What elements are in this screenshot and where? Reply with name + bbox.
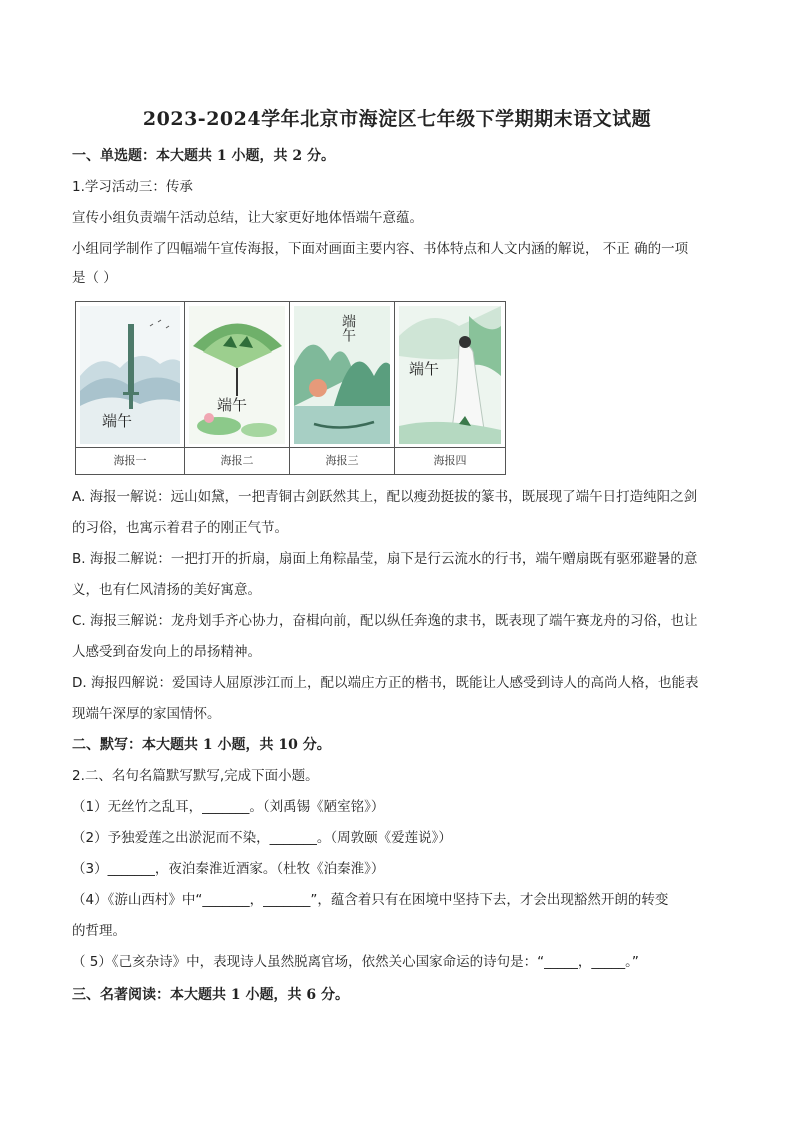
poster-3-image [294, 306, 390, 444]
section-heading-3: 三、名著阅读：本大题共 1 小题，共 6 分。 [72, 987, 349, 1003]
poster-4-caption: 海报四 [395, 447, 505, 474]
poster-cell-4 [395, 302, 505, 474]
option-d-line-1: D. 海报四解说：爱国诗人屈原涉江而上，配以端庄方正的楷书，既能让人感受到诗人的高尚人格，也能表 [72, 675, 699, 691]
section-heading-2: 二、默写：本大题共 1 小题，共 10 分。 [72, 737, 331, 753]
poster-1-art-text: 端午 [102, 412, 133, 430]
poster-cell-3 [290, 302, 395, 474]
question-2-item-2: （2）予独爱莲之出淤泥而不染，_______。（周敦颐《爱莲说》） [72, 830, 452, 846]
poster-table [75, 301, 506, 475]
question-2-item-4-line-2: 的哲理。 [72, 923, 126, 939]
page-title: 2023-2024学年北京市海淀区七年级下学期期末语文试题 [142, 108, 652, 130]
question-2-item-3: （3）_______，夜泊秦淮近酒家。（杜牧《泊秦淮》） [72, 861, 385, 877]
poster-3-art-text: 端午 [340, 314, 356, 342]
question-1-stem-end: 是（ ） [72, 270, 117, 286]
poster-2-image [189, 306, 285, 444]
poster-1-image [80, 306, 180, 444]
option-b-line-2: 义，也有仁风清扬的美好寓意。 [72, 582, 261, 598]
poster-4-image [399, 306, 501, 444]
poster-4-art-text: 端午 [409, 360, 440, 378]
option-b-line-1: B. 海报二解说：一把打开的折扇，扇面上角粽晶莹，扇下是行云流水的行书，端午赠扇既有驱邪避暑的意 [72, 551, 698, 567]
question-1-title: 1.学习活动三：传承 [72, 179, 193, 195]
question-1-stem: 小组同学制作了四幅端午宣传海报，下面对画面主要内容、书体特点和人文内涵的解说， 不正 确的一项 [72, 241, 689, 257]
poster-cell-2 [185, 302, 290, 474]
question-2-item-4-line-1: （4）《游山西村》中“_______，_______”，蕴含着只有在困境中坚持下去，才会出现豁然开朗的转变 [72, 892, 669, 908]
option-c-line-2: 人感受到奋发向上的昂扬精神。 [72, 644, 261, 660]
question-2-title: 2.二、名句名篇默写默写,完成下面小题。 [72, 768, 319, 784]
poster-2-caption: 海报二 [185, 447, 289, 474]
option-d-line-2: 现端午深厚的家国情怀。 [72, 706, 221, 722]
question-1-context: 宣传小组负责端午活动总结，让大家更好地体悟端午意蕴。 [72, 210, 423, 226]
question-2-item-5: （ 5）《己亥杂诗》中，表现诗人虽然脱离官场，依然关心国家命运的诗句是：“_____，_____。” [72, 954, 639, 970]
section-heading-1: 一、单选题：本大题共 1 小题，共 2 分。 [72, 148, 335, 164]
poster-2-art-text: 端午 [217, 396, 248, 414]
option-a-line-1: A. 海报一解说：远山如黛，一把青铜古剑跃然其上，配以瘦劲挺拔的篆书，既展现了端午日打造纯阳之剑 [72, 489, 698, 505]
question-2-item-1: （1）无丝竹之乱耳，_______。（刘禹锡《陋室铭》） [72, 799, 385, 815]
poster-3-caption: 海报三 [290, 447, 394, 474]
option-a-line-2: 的习俗，也寓示着君子的刚正气节。 [72, 520, 288, 536]
poster-1-caption: 海报一 [76, 447, 184, 474]
option-c-line-1: C. 海报三解说：龙舟划手齐心协力，奋楫向前，配以纵任奔逸的隶书，既表现了端午赛龙舟的习俗，也让 [72, 613, 698, 629]
poster-cell-1 [76, 302, 185, 474]
